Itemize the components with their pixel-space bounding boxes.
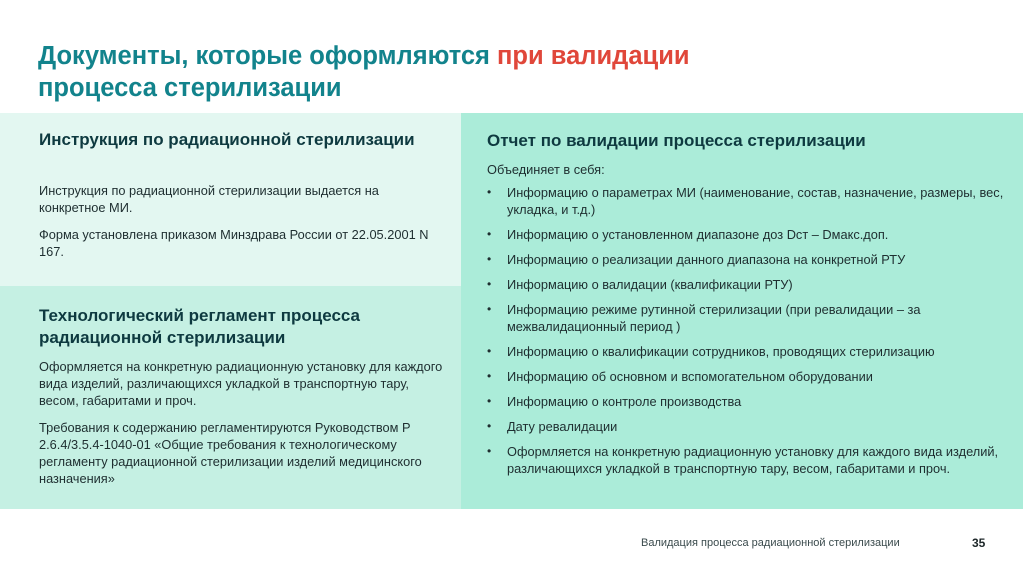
list-item: • Дату ревалидации (487, 419, 618, 434)
instruction-box (0, 113, 461, 286)
bullet-icon: • (487, 252, 492, 266)
list-item: • Информацию об основном и вспомогательном оборудовании (487, 369, 873, 384)
report-heading: Отчет по валидации процесса стерилизации (487, 131, 866, 150)
bullet-icon: • (487, 419, 492, 433)
report-intro: Объединяет в себя: (487, 162, 605, 177)
bullet-icon: • (487, 444, 492, 458)
report-box (461, 113, 1023, 509)
title-part-1: Документы, которые оформляются (38, 42, 498, 70)
footer-text: Валидация процесса радиационной стерилизации (641, 537, 900, 549)
bullet-icon: • (487, 302, 492, 316)
title-accent: при валидации (497, 42, 690, 70)
page-number: 35 (972, 536, 986, 550)
bullet-icon: • (487, 227, 492, 241)
list-item: • Информацию о реализации данного диапазона на конкретной РТУ (487, 252, 906, 267)
instruction-heading: Инструкция по радиационной стерилизации (39, 130, 415, 149)
list-item: • Информацию о параметрах МИ (наименование, состав, назначение, размеры, вес, укладка, и т.д.) (487, 185, 1004, 217)
instruction-text-2: Форма установлена приказом Минздрава России от 22.05.2001 N 167. (39, 227, 429, 259)
bullet-icon: • (487, 369, 492, 383)
regulation-text-2: Требования к содержанию регламентируются Руководством Р 2.6.4/3.5.4-1040-01 «Общие требования к технологическому регламенту радиационной стерилизации изделий медицинского назначения» (39, 420, 422, 486)
bullet-icon: • (487, 277, 492, 291)
list-item: • Информацию режиме рутинной стерилизации (при ревалидации – за межвалидационный период ) (487, 302, 921, 334)
list-item: • Информацию о контроле производства (487, 394, 742, 409)
list-item: • Информацию о установленном диапазоне доз Dст – Dмакс.доп. (487, 227, 889, 242)
regulation-heading: Технологический регламент процесса радиационной стерилизации (39, 306, 361, 347)
bullet-icon: • (487, 394, 492, 408)
list-item: • Информацию о квалификации сотрудников, проводящих стерилизацию (487, 344, 935, 359)
list-item: • Информацию о валидации (квалификации РТУ) (487, 277, 793, 292)
bullet-icon: • (487, 185, 492, 199)
title-part-2: процесса стерилизации (38, 74, 342, 102)
regulation-text-1: Оформляется на конкретную радиационную установку для каждого вида изделий, различающихся укладкой в транспортную тару, весом, габаритами и проч. (39, 359, 443, 408)
bullet-icon: • (487, 344, 492, 358)
regulation-box (0, 286, 461, 509)
list-item: • Оформляется на конкретную радиационную установку для каждого вида изделий, различающихся укладкой в транспортную тару, весом, габаритами и проч. (487, 444, 999, 476)
slide-title (38, 40, 938, 104)
instruction-text-1: Инструкция по радиационной стерилизации выдается на конкретное МИ. (39, 183, 379, 215)
report-list (487, 184, 1007, 485)
